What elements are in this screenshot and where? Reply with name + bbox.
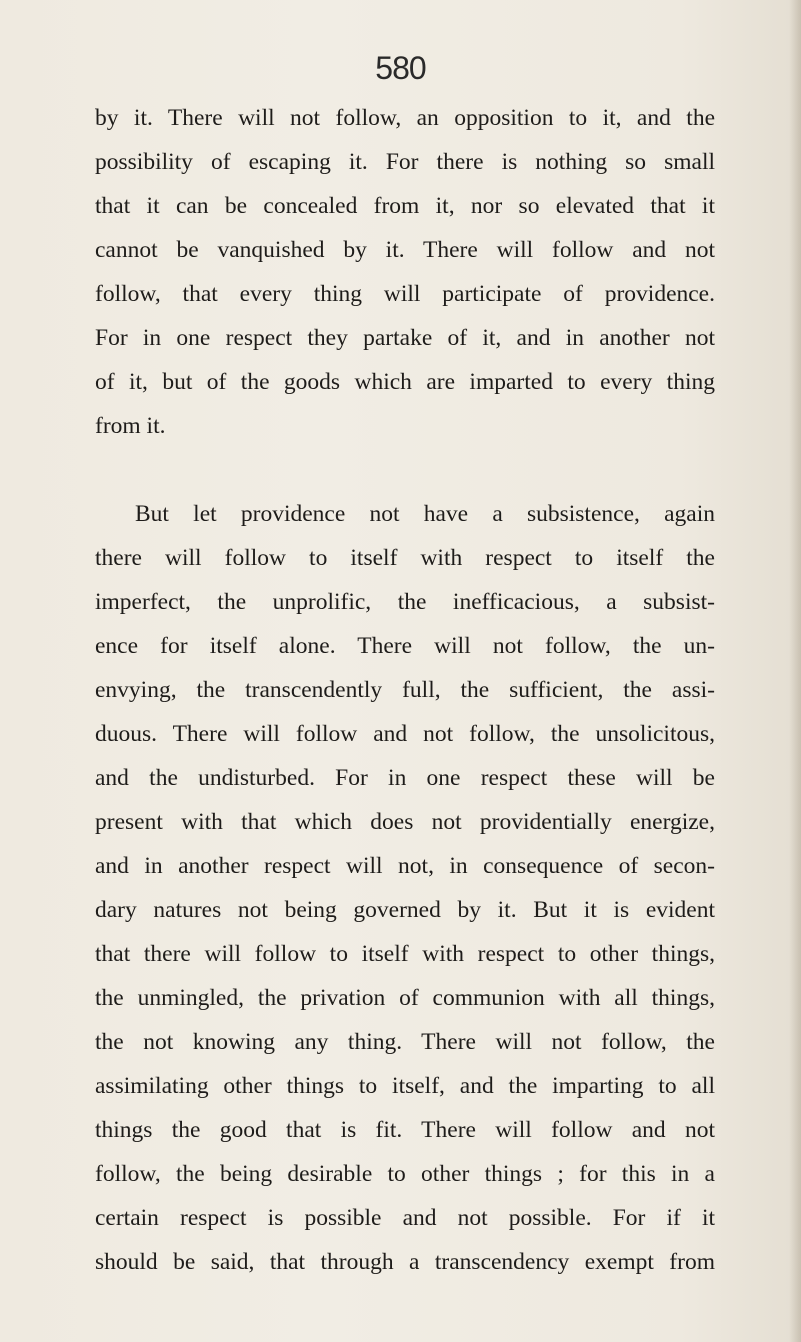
text-line: the unmingled, the privation of communion with all things, — [95, 985, 715, 1011]
text-line: imperfect, the unprolific, the inefficacious, a subsist- — [95, 589, 715, 615]
text-line: should be said, that through a transcendency exempt from — [95, 1249, 715, 1275]
text-line: follow, the being desirable to other things ; for this in a — [95, 1161, 715, 1187]
paragraph-1 — [95, 96, 715, 448]
text-line: possibility of escaping it. For there is nothing so small — [95, 149, 715, 175]
text-line: things the good that is fit. There will follow and not — [95, 1117, 715, 1143]
text-line: the not knowing any thing. There will not follow, the — [95, 1029, 715, 1055]
text-line: there will follow to itself with respect to itself the — [95, 545, 715, 571]
text-line: follow, that every thing will participate of providence. — [95, 281, 715, 307]
text-line: present with that which does not providentially energize, — [95, 809, 715, 835]
text-line: that it can be concealed from it, nor so elevated that it — [95, 193, 715, 219]
text-line: of it, but of the goods which are imparted to every thing — [95, 369, 715, 395]
text-line: ence for itself alone. There will not follow, the un- — [95, 633, 715, 659]
text-line: from it. — [95, 413, 166, 439]
page-number: 580 — [375, 50, 426, 86]
text-line: But let providence not have a subsistence, again — [135, 501, 715, 527]
text-line: and the undisturbed. For in one respect these will be — [95, 765, 715, 791]
text-line: cannot be vanquished by it. There will follow and not — [95, 237, 715, 263]
text-line: certain respect is possible and not possible. For if it — [95, 1205, 715, 1231]
text-line: dary natures not being governed by it. But it is evident — [95, 897, 715, 923]
page-edge-shadow — [789, 0, 801, 1342]
text-line: For in one respect they partake of it, and in another not — [95, 325, 715, 351]
text-line: that there will follow to itself with respect to other things, — [95, 941, 715, 967]
text-line: duous. There will follow and not follow, the unsolicitous, — [95, 721, 715, 747]
text-line: assimilating other things to itself, and the imparting to all — [95, 1073, 715, 1099]
text-line: by it. There will not follow, an opposition to it, and the — [95, 105, 715, 131]
text-line: envying, the transcendently full, the sufficient, the assi- — [95, 677, 715, 703]
text-line: and in another respect will not, in consequence of secon- — [95, 853, 715, 879]
paragraph-2 — [95, 492, 715, 1284]
